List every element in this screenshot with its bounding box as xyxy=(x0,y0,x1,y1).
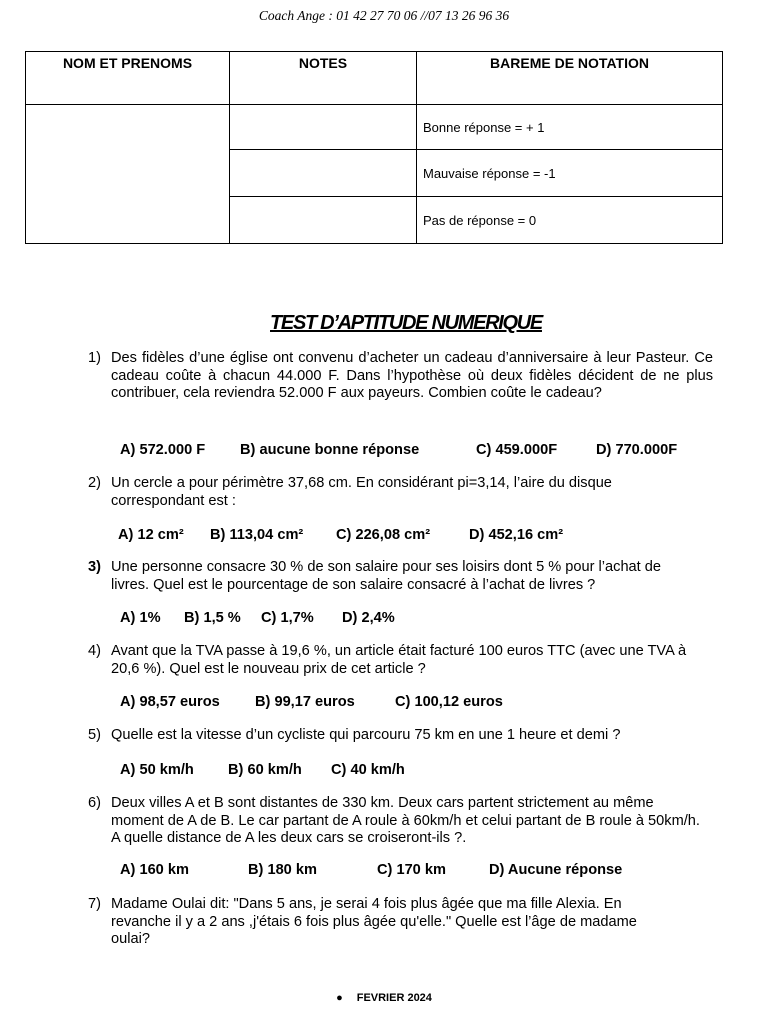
answer-option[interactable]: B) 180 km xyxy=(248,862,317,878)
rule-wrong: Mauvaise réponse = -1 xyxy=(417,150,723,197)
page-footer xyxy=(0,992,768,1004)
answer-option[interactable]: C) 40 km/h xyxy=(331,762,405,778)
question-4 xyxy=(88,643,688,678)
note-cell[interactable] xyxy=(230,105,417,150)
answer-option[interactable]: B) 99,17 euros xyxy=(255,694,355,710)
col-notes-header: NOTES xyxy=(230,52,417,105)
answer-option[interactable]: B) 113,04 cm² xyxy=(210,527,304,543)
question-2 xyxy=(88,475,648,510)
answer-option[interactable]: D) Aucune réponse xyxy=(489,862,623,878)
answer-option[interactable]: C) 226,08 cm² xyxy=(336,527,431,543)
question-3 xyxy=(88,559,703,594)
question-1 xyxy=(88,350,713,403)
answer-option[interactable]: C) 100,12 euros xyxy=(395,694,503,710)
bullet-icon: ● xyxy=(336,992,343,1004)
question-6 xyxy=(88,795,708,848)
answer-option[interactable]: B) 1,5 % xyxy=(184,610,241,626)
question-number: 2) xyxy=(88,475,101,491)
rule-none: Pas de réponse = 0 xyxy=(417,197,723,244)
question-text: Quelle est la vitesse d’un cycliste qui parcouru 75 km en une 1 heure et demi ? xyxy=(111,727,621,743)
question-number: 5) xyxy=(88,727,101,743)
note-cell[interactable] xyxy=(230,197,417,244)
question-text: Avant que la TVA passe à 19,6 %, un article était facturé 100 euros TTC (avec une TVA à 20,6 %). Quel est le nouveau prix de cet article ? xyxy=(111,643,687,677)
answer-option[interactable]: B) aucune bonne réponse xyxy=(240,442,420,458)
question-text: Des fidèles d’une église ont convenu d’acheter un cadeau d’anniversaire à leur Pasteur. Ce cadeau coûte à chacun 44.000 F. Dans l’hypothèse où deux fidèles décident de ne plus contribuer, cela reviendra 52.000 F aux payeurs. Combien coûte le cadeau? xyxy=(111,350,713,402)
answer-option[interactable]: B) 60 km/h xyxy=(228,762,302,778)
question-7 xyxy=(88,896,668,949)
question-number: 4) xyxy=(88,643,101,659)
question-number: 3) xyxy=(88,559,101,575)
col-name-header: NOM ET PRENOMS xyxy=(26,52,230,105)
question-text: Un cercle a pour périmètre 37,68 cm. En considérant pi=3,14, l’aire du disque correspondant est : xyxy=(111,475,612,509)
answer-option[interactable]: A) 50 km/h xyxy=(120,762,194,778)
question-text: Une personne consacre 30 % de son salaire pour ses loisirs dont 5 % pour l’achat de livres. Quel est le pourcentage de son salaire consacré à l’achat de livres ? xyxy=(111,559,662,593)
answer-option[interactable]: A) 12 cm² xyxy=(118,527,184,543)
test-title: TEST D’APTITUDE NUMERIQUE xyxy=(270,312,542,334)
question-text: Madame Oulai dit: "Dans 5 ans, je serai 4 fois plus âgée que ma fille Alexia. En revanche il y a 2 ans ,j'étais 6 fois plus âgée qu'elle." Quelle est l’âge de madame oulai? xyxy=(111,896,637,948)
answer-option[interactable]: C) 1,7% xyxy=(261,610,314,626)
question-5 xyxy=(88,727,708,745)
name-cell[interactable] xyxy=(26,105,230,244)
question-text: Deux villes A et B sont distantes de 330 km. Deux cars partent strictement au même moment de A de B. Le car partant de A roule à 60km/h et celui partant de B roule à 50km/h. A quelle distance de A les deux cars se croiseront-ils ?. xyxy=(111,795,700,847)
answer-option[interactable]: D) 770.000F xyxy=(596,442,678,458)
question-number: 7) xyxy=(88,896,101,912)
question-number: 1) xyxy=(88,350,101,366)
page-header: Coach Ange : 01 42 27 70 06 //07 13 26 96 36 xyxy=(258,8,510,23)
footer-date: FEVRIER 2024 xyxy=(356,992,432,1004)
answer-option[interactable]: A) 98,57 euros xyxy=(120,694,220,710)
rule-correct: Bonne réponse = + 1 xyxy=(417,105,723,150)
answer-option[interactable]: A) 160 km xyxy=(120,862,189,878)
answer-option[interactable]: D) 2,4% xyxy=(342,610,395,626)
answer-option[interactable]: A) 1% xyxy=(120,610,161,626)
col-bareme-header: BAREME DE NOTATION xyxy=(417,52,723,105)
note-cell[interactable] xyxy=(230,150,417,197)
question-number: 6) xyxy=(88,795,101,811)
answer-option[interactable]: D) 452,16 cm² xyxy=(469,527,564,543)
answer-option[interactable]: C) 459.000F xyxy=(476,442,558,458)
answer-option[interactable]: A) 572.000 F xyxy=(120,442,206,458)
grading-table xyxy=(25,51,723,244)
answer-option[interactable]: C) 170 km xyxy=(377,862,446,878)
